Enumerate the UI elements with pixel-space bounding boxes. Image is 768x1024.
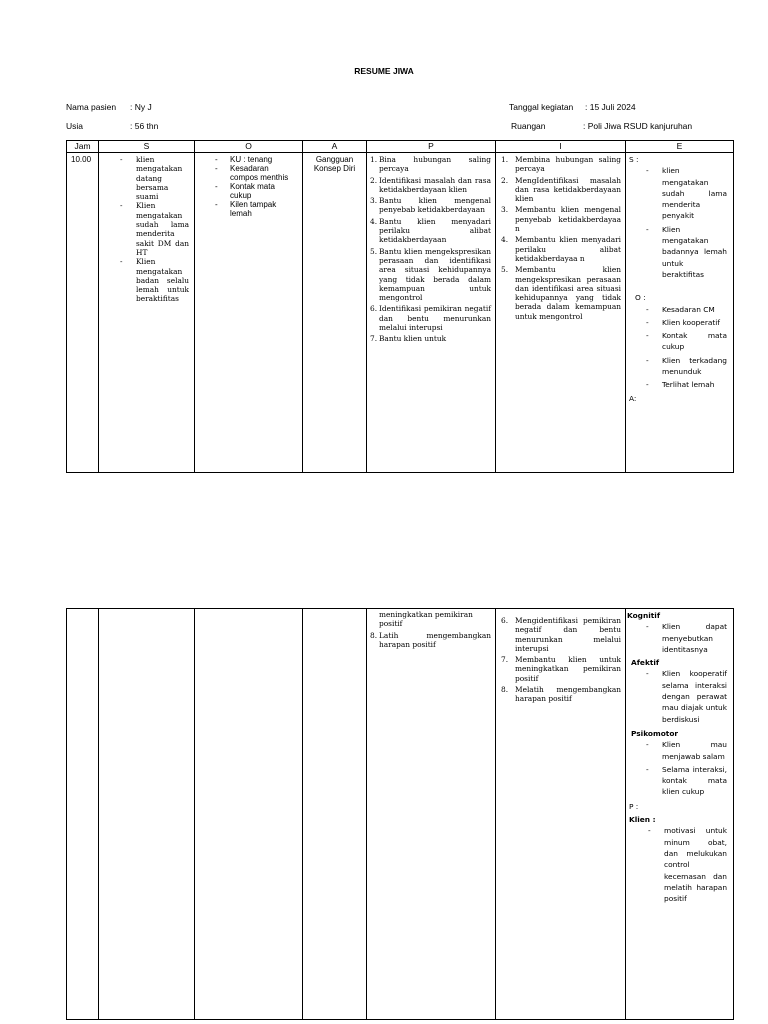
- s-item: - Klien mengatakan badan selalu lemah untuk beraktifitas: [99, 257, 189, 303]
- i-item-number: 3.: [501, 205, 509, 215]
- col-header-o: O: [195, 141, 303, 153]
- s-cell: [99, 609, 195, 1020]
- e-p-label: P :: [629, 801, 639, 811]
- resume-table-page2: [66, 608, 734, 1020]
- i-item-number: 2.: [501, 175, 509, 185]
- p-item: 2. Identifikasi masalah dan rasa ketidakberdayaan klien: [370, 175, 491, 194]
- table-row: [67, 153, 734, 473]
- p-item-number: 1.: [370, 155, 378, 164]
- i-item: 6. Mengidentifikasi pemikiran negatif dan bentu menurunkan melalui interupsi: [501, 616, 621, 653]
- i-item-number: 7.: [501, 655, 509, 665]
- e-item: - Klien kooperatif: [626, 317, 733, 328]
- i-cell: [496, 153, 626, 473]
- e-klien-label: Klien :: [629, 815, 656, 825]
- e-o-label: O :: [635, 293, 646, 303]
- i-item-number: 6.: [501, 616, 509, 625]
- table-row: [67, 609, 734, 1020]
- col-header-s: S: [99, 141, 195, 153]
- p-cell: [367, 153, 496, 473]
- i-item-number: 8.: [501, 685, 509, 695]
- document-title: RESUME JIWA: [354, 66, 414, 76]
- p-cell: [367, 609, 496, 1020]
- e-item: - Klien mengatakan badannya lemah untuk beraktifitas: [626, 224, 733, 280]
- o-item: - Kontak mata cukup: [195, 182, 302, 200]
- room-label: Ruangan: [511, 121, 546, 131]
- p-item-number: 4.: [370, 216, 378, 226]
- p-item: 5. Bantu klien mengekspresikan perasaan dan identifikasi area situasi kehidupannya yang tidak berada dalam kemampuan untuk mengontrol: [370, 246, 491, 303]
- e-a-label: A:: [629, 393, 637, 403]
- e-cell: [626, 609, 734, 1020]
- i-item: 4. Membantu klien menyadari perilaku alibat ketidakberdayaa n: [501, 235, 621, 263]
- p-item-number: 7.: [370, 334, 378, 344]
- a-cell: [303, 609, 367, 1020]
- room-value: : Poli Jiwa RSUD kanjuruhan: [583, 121, 693, 131]
- col-header-p: P: [367, 141, 496, 153]
- o-item: - Kilen tampak lemah: [195, 200, 302, 218]
- i-item-number: 4.: [501, 235, 509, 245]
- o-cell: [195, 609, 303, 1020]
- e-kognitif-label: Kognitif: [627, 611, 661, 620]
- header-row: [67, 141, 734, 153]
- col-header-e: E: [626, 141, 734, 153]
- p-item-continued: meningkatkan pemikiran positif: [379, 610, 473, 629]
- e-item: - Terlihat lemah: [626, 379, 733, 390]
- s-cell: [99, 153, 195, 473]
- e-item: - Kesadaran CM: [626, 304, 733, 315]
- e-item: - Klien dapat menyebutkan identitasnya: [626, 621, 733, 655]
- e-item: - klien mengatakan sudah lama menderita penyakit: [626, 165, 733, 221]
- e-item: - Kontak mata cukup: [626, 330, 733, 353]
- p-item: 3. Bantu klien mengenal penyebab ketidakberdayaan: [370, 196, 491, 215]
- date-value: : 15 Juli 2024: [585, 102, 636, 112]
- e-item: - Klien kooperatif selama interaksi dengan perawat mau diajak untuk berdiskusi: [626, 668, 733, 724]
- s-item: - klien mengatakan datang bersama suami: [99, 155, 189, 201]
- e-item: - Klien terkadang menunduk: [626, 355, 733, 378]
- p-item: 7. Bantu klien untuk: [370, 334, 447, 344]
- p-item-number: 8.: [370, 630, 378, 640]
- i-item: 5. Membantu klien mengekspresikan perasaan dan identifikasi area situasi kehidupannya yang tidak berada dalam kemampuan untuk mengontrol: [501, 265, 621, 321]
- o-cell: [195, 153, 303, 473]
- p-item-number: 5.: [370, 246, 378, 256]
- e-afektif-label: Afektif: [631, 658, 660, 668]
- s-item: - Klien mengatakan sudah lama menderita sakit DM dan HT: [99, 201, 189, 257]
- col-header-i: I: [496, 141, 626, 153]
- e-item: - Klien mau menjawab salam: [626, 739, 733, 762]
- patient-age-value: : 56 thn: [130, 121, 159, 131]
- patient-age-label: Usia: [66, 121, 84, 131]
- col-header-jam: Jam: [67, 141, 99, 153]
- patient-name-value: : Ny J: [130, 102, 152, 112]
- o-item: - KU : tenang: [195, 155, 302, 164]
- col-header-a: A: [303, 141, 367, 153]
- patient-name-label: Nama pasien: [66, 102, 117, 112]
- resume-table-page1: [66, 140, 734, 473]
- e-cell: [626, 153, 734, 473]
- p-item-number: 6.: [370, 304, 378, 314]
- p-item: 4. Bantu klien menyadari perilaku alibat ketidakberdayaan: [370, 216, 491, 245]
- i-item: 7. Membantu klien untuk meningkatkan pemikiran positif: [501, 655, 621, 683]
- i-item-number: 1.: [501, 155, 509, 164]
- i-item: 1. Membina hubungan saling percaya: [501, 155, 621, 174]
- p-item: 1. Bina hubungan saling percaya: [370, 155, 491, 174]
- e-s-label: S :: [629, 155, 639, 164]
- p-item: 8. Latih mengembangkan harapan positif: [370, 630, 491, 649]
- a-cell: Gangguan Konsep Diri: [303, 153, 367, 473]
- i-item: 2. MengIdentifikasi masalah dan rasa ketidakberdayaan klien: [501, 175, 621, 204]
- e-psikomotor-label: Psikomotor: [631, 728, 679, 738]
- p-item-number: 3.: [370, 196, 378, 206]
- p-item: 6. Identifikasi pemikiran negatif dan bentu menurunkan melalui interupsi: [370, 304, 491, 333]
- e-item: - Selama interaksi, kontak mata klien cukup: [626, 764, 733, 798]
- o-item: - Kesadaran compos menthis: [195, 164, 302, 182]
- i-item: 8. Melatih mengembangkan harapan positif: [501, 685, 621, 704]
- jam-cell: 10.00: [67, 153, 99, 473]
- date-label: Tanggal kegiatan: [509, 102, 574, 112]
- p-item-number: 2.: [370, 175, 378, 185]
- i-item: 3. Membantu klien mengenal penyebab ketidakberdayaa n: [501, 205, 621, 234]
- jam-cell: [67, 609, 99, 1020]
- i-cell: [496, 609, 626, 1020]
- e-item: - motivasi untuk minum obat, dan melukukan control kecemasan dan melatih harapan positif: [628, 825, 733, 904]
- i-item-number: 5.: [501, 265, 509, 275]
